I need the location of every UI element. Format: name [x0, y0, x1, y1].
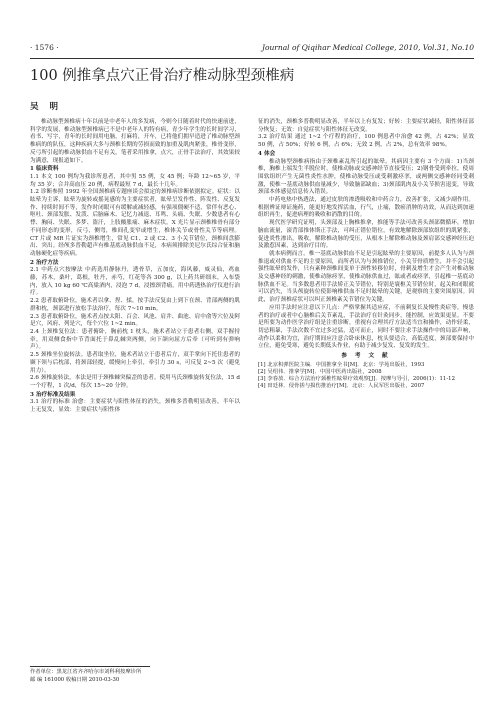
reference-item: [3] 李春放．综合方法治疗颈椎性眩晕疗效观察[J]．按摩与导引，2006(1)：11-12 — [258, 376, 456, 383]
journal-citation: Journal of Qiqihar Medical College, 2010, Vol.31, No.10 — [261, 43, 474, 52]
article-author: 吴 明 — [30, 102, 62, 112]
body-paragraph: 2.4 上颈椎复位法：患者俯卧，胸前枕 1 枕头，施术者站立于患者右侧，双手握持牵，用双侧食指中节背面托于鼻乱棘突两侧，向下颌向屈方后牵（可听到有弹响声）。 — [30, 328, 240, 351]
page-number: · 1576 · — [30, 43, 59, 52]
right-column — [258, 119, 474, 391]
body-paragraph: 就本病例而言，椎一基底动脉供血不足是引起眩晕的主要原因，前提多人认为与颈推退或对供血不足的主要原因，而所者认为与颈推错位，小关节骨质增生，并不会引起强性眩晕的发作，只有紊种颈椎间变单于颈性转移位时，骨刺及增生才会产生对椎动脉及交感神经的刺激，使椎动脉痉挛，使椎动脉供血过，眩或者或痉挛，引起椎一基底动脉供血不足。当多数患者用手法矫正关节错位，特别是寰枢关节错位时，起关和闭眼就可以消失，当头颅旋转位使影响椎供血不足时眩晕的关键，是观察的主要突围原因。因此，治疗颈椎症状可以纠正颈椎紊关节错位为关键。 — [258, 250, 474, 304]
running-header — [30, 40, 474, 56]
section-heading: 2 治疗方法 — [30, 259, 59, 266]
body-paragraph: 1.1 本文 100 例均为我诊所患者，其中男 55 例，女 45 例；年龄 12~65 岁，平均 35 岁；合并高血压 20 例，病程最短 7 d，最长十几年。 — [30, 173, 240, 188]
body-paragraph: 3.2 治疗结果 通过 1~2 个疗程的治疗，100 例患者中治愈 42 例，占 42%；显效 50 例，占 50%；好转 6 例，占 6%；无效 2 例，占 2%，总有效率 98%。 — [258, 134, 474, 149]
body-paragraph: 3.1 治疗的标准 治愈：主要症状与阳性体征的消失，颈椎多普勒明显改善，半年以上无复发，显效：主要症状与阳性体 — [30, 399, 240, 414]
section-heading: 4 体会 — [258, 150, 276, 157]
footnote — [30, 669, 240, 685]
body-paragraph: 椎动脉型颈椎病指由于颈椎紊乱所引起的眩晕。其病因主要有 3 个方面：1)当颈椎，胸椎上端发生半脱位时，使椎动脉或交感神经节直接受压；2)钢骨受到牵拉，使周围软组织产生无菌性炎性水肿，使椎动脉受压或受刺激痉挛，或两侧交感神经同受刺激，使椎一基底动脉供血量减少，导致脑部缺血；3)颈部肌肉及小关节损害退变，导致颈部本体感觉信息传入错误。 — [258, 158, 474, 196]
section-heading: 1 临床资料 — [30, 166, 59, 173]
left-column — [30, 119, 240, 415]
reference-item: [2] 吴绍伟．推拿学[M]．中国中医药出版社，2008 — [258, 369, 382, 375]
reference-item: [1] 北京积弹医院主编．中国推拿全书[M]．北京：学苑出版社，1993 — [258, 361, 425, 368]
references-heading: 参 考 文 献 — [341, 353, 391, 360]
header-rule — [30, 58, 474, 59]
body-paragraph: 中药电热中热透法，通过皮肤的渗透吸收和中药合力，改善扩张，又减少副作用。根据辨证辩证施药，能更好地发挥活血，行气，止痛，散瘀消肿的功效，从而达到加速组织再生，促进病理的吸收和消散的目的。 — [258, 197, 474, 219]
body-paragraph: 2.5 颈椎坐位旋转法。患者取坐位，施术者站立于患者后方，双手掌向下托住患者的颞下领与后枕部，将颈部轻提，缓慢向上牵引，牵引力 30 s，可反复 2~5 次（避免用力）。 — [30, 352, 241, 374]
body-paragraph: 2.3 患者取俯卧位，施术者点按太阳、百会、风池、肩井、曲池、肩中俞等穴位及阿是穴，风府、列是穴，每个穴位 1~2 min。 — [30, 313, 240, 328]
body-paragraph: 2.2 患者取俯卧位，施术者以拿、捏、揉，按手法反复由上到下在颈、背部两侧的肌群和枕，颈部进行放松手法治疗，每次 7~10 min。 — [30, 298, 240, 312]
postal-and-received-date: 邮 编 161000 收稿日期 2010-03-30 — [30, 676, 120, 683]
references-list — [258, 362, 474, 391]
reference-item: [4] 田廷林．侵骨搓与损伤推治疗[M]．北京：人民军医出版社，2007 — [258, 383, 425, 390]
body-paragraph: 1.2 诊断参照 1992 年全国颈椎病专题座谈会拟定的颈椎病诊断依据拟定。症状：以眩晕为主诉，眩晕为旋转或摇晃感的为主要症状者，眩晕呈发作性、阵发性、反复发作、持续时间不等，发作时闭眼可有缓解或减轻感，有强项僵硬不适，常伴有恶心、呕吐、颈部发胀、发泼、后脑麻木、记忆力减退、耳鸣、头痛、失眠、少数患者有心悸、胸闷、失眠、多梦、盗汗，上肢酸胀痛、麻木症状。X 光片显示颈椎椎骨有部分不同形态的变形，反弓，侧弯，椎间孔变窄或增生，椎体关节或骨性关节等病理。CT 片或 MR 片证实为颈椎增生，常见 C1、2 或 C2、3 小关节错位，颈椎间盘膨出、突出。经颅多普勒超声有椎基底动脉供血不足，本病须排除美尼尔氏综合征和脑动脉硬化症等疾病。 — [30, 189, 240, 257]
intro-paragraph: 椎动脉型颈椎病十年以前是中老年人的多发病，今则今日随着时代的快速前进，科学的发展，椎动脉型颈椎病已不是中老年人的特有病，青少年学生的长时间学习，看书、写字，青年的长时间用电脑，打麻将，开车，已将他们拥早造进了椎动脉型颈椎病的的队伍，这种疾病大多与颈椎长期的劳损而致的加重及肌肉紧张，椎骨变形，反弓所引起的椎动脉供血不足有关，笔者采用推拿，点穴，正骨手法治疗，其效果较为满意，现报道如下。 — [30, 119, 240, 164]
body-paragraph: 2.1 中药点穴按摩法 中药选用静脉丹，透骨草，五加皮，海风藤，威灵仙，鸡血藤，苏木，桑叶，葛根，牡丹，赤芍，红花等各 300 g，以上药共研细末，入布袋内，放入 10 kg 60 ℃高粱酒内，浸泡 7 d，浸擦颈背痛，用中药透热治疗仪进行治疗。 — [30, 267, 240, 297]
footnote-rule — [30, 666, 150, 667]
body-paragraph: 2.6 颈椎旋转法，本法是用于颈椎棘突偏歪的患者。使用马氏颈椎旋转复位法，15 d 一个疗程，1 次/d，每次 15~20 分钟。 — [30, 375, 240, 389]
article-title: 100 例推拿点穴正骨治疗椎动脉型颈椎病 — [30, 68, 295, 84]
body-paragraph: 应用手法时应注意以下几点：严格掌握其适应症，不前刺复长及慢性炎症等，慢患者的治疗或者中心脑椎后关节紊乱，手法治疗在针灸同步，能控制，应效果更显。不要是所要为动作医学治疗组是注重诊断，重视有合理其疗方法适当宜和操作，动作轻柔，切忌粗暴，手法次数不宜过多过猛，适可而止，同时不要注求手法操作中的局部声响，动作以柔和为宜，治疗期间应注意合卧床休息，枕头要适合，高低适度，颈部要保持中立位，避免受寒，避免长期低头作业，有助于减少复发、复发的发生。 — [258, 304, 474, 350]
section-heading: 3 治疗标准及结果 — [30, 391, 76, 398]
author-affiliation: 作者单位：黑龙江省齐齐哈尔市刘科利按摩诊所 — [30, 669, 142, 675]
body-paragraph: 现代医学研究证明，头颈部及上胸椎推拿，推能等手法可改善头颈部微循环，增加脑血流量，滚背部推体斯正手法，可纠正错位错位，有效地解除颈部软组织的肌紧张，促进炎性渗出，吸收，解除椎动脉的受压，从根本上解除椎动脉及颈肩部交感神经压迫及激惹因素，达到治疗目的。 — [258, 220, 474, 250]
body-paragraph: 征的消失，颈椎多普勒明显改善，半年以上有复发；好转：主要症状减轻，阳性体征部分恢复；无效：自觉症状与阳性体征无改变。 — [258, 119, 474, 133]
